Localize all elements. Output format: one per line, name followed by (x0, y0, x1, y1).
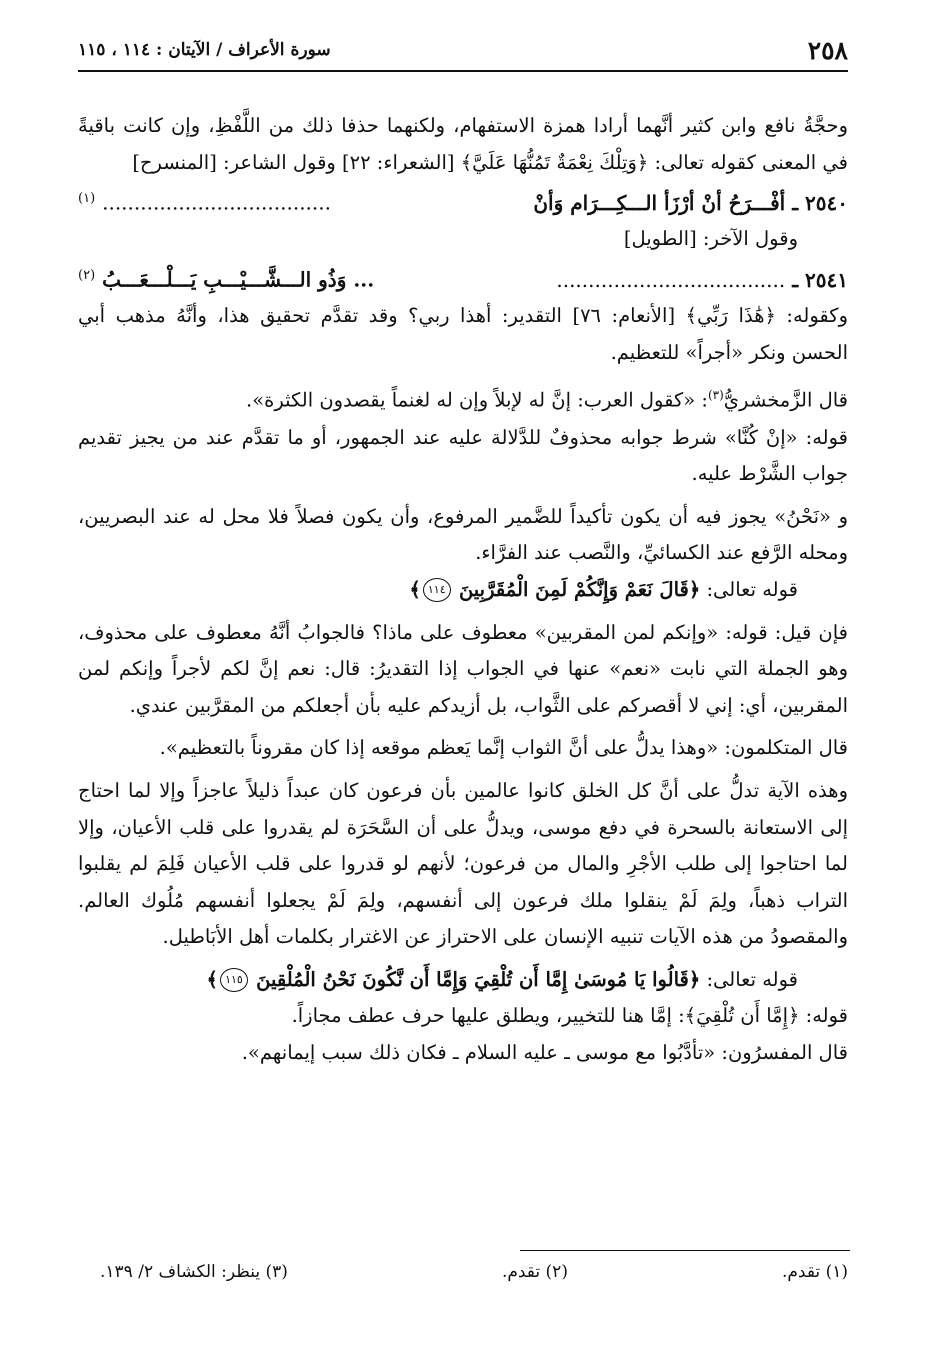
paragraph: قال المفسرُون: «تأدَّبُوا مع موسى ـ عليه السلام ـ فكان ذلك سبب إيمانهم». (241, 1041, 848, 1065)
poetry-verse (78, 181, 848, 221)
paragraph-text: : «كقول العرب: إنَّ له لإبلاً وإن له لغنماً يقصدون الكثرة». (246, 388, 708, 412)
paragraph: و «نَحْنُ» يجوز فيه أن يكون تأكيداً للضَّمير المرفوع، وأن يكون فصلاً فلا محل له عند البصريين، ومحله الرَّفع عند الكسائيِّ، والنَّصب عند الفرَّاء. (78, 504, 848, 565)
paragraph-text: قال الزَّمخشريُّ (723, 388, 848, 412)
footnote-ref: (٢) (78, 268, 96, 284)
quran-text: ﴿قَالُوا يَا مُوسَىٰ إِمَّا أَن تُلْقِيَ وَإِمَّا أَن نَّكُونَ نَحْنُ الْمُلْقِينَ (256, 967, 701, 991)
paragraph: وكقوله: ﴿هَٰذَا رَبِّي﴾ [الأنعام: ٧٦] التقدير: أهذا ربي؟ وقد تقدَّم تحقيق هذا، وأنَّهُ مذهب أبي الحسن ونكر «أجراً» للتعظيم. (78, 304, 848, 364)
footnotes (100, 1262, 848, 1282)
verse-number-badge: ١١٤ (423, 578, 451, 602)
paragraph: قوله: «إنْ كُنَّا» شرط جوابه محذوفٌ للدَّلالة عليه عند الجمهور، أو ما تقدَّم عند من يجيز تقديم جواب الشَّرْط عليه. (78, 425, 848, 486)
paragraph: قال المتكلمون: «وهذا يدلُّ على أنَّ الثواب إنَّما يَعظم موقعه إذا كان مقروناً بالتعظيم». (159, 736, 848, 760)
quran-verse (78, 572, 848, 609)
page-body (78, 108, 848, 1072)
quran-bracket: ﴾ (206, 967, 218, 991)
verse-number: ٢٥٤٠ ـ (792, 190, 848, 215)
verse-text: أفْـــرَحُ أنْ أرْزَأ الـــكِـــرَام وَأنْ (533, 190, 786, 215)
quran-bracket: ﴾ (409, 577, 421, 601)
verse-dots: .................................... (102, 190, 331, 215)
paragraph: فإن قيل: قوله: «وإنكم لمن المقربين» معطوف على ماذا؟ فالجوابُ أنَّهُ معطوف على محذوف، وهو الجملة التي نابت «نعم» عنها في الجواب إذا التقديرُ: قال: نعم إنَّ لكم لأجراً وإنكم لمن المقربين، أي: إني لا أقصركم على الثَّواب، بل أزيدكم عليه بأن أجعلكم من المقرَّبين عندي. (78, 620, 848, 717)
page-header (78, 30, 848, 72)
poetry-verse (78, 258, 848, 298)
footnote-2: (٢) تقدم. (501, 1262, 568, 1282)
quran-text: ﴿قَالَ نَعَمْ وَإِنَّكُمْ لَمِنَ الْمُقَرَّبِينَ (458, 577, 701, 601)
paragraph: وهذه الآية تدلُّ على أنَّ كل الخلق كانوا عالمين بأن فرعون كان عبداً ذليلاً عاجزاً وإلا لما احتاج إلى الاستعانة بالسحرة في دفع موسى، ويدلُّ على أن السَّحَرَة لم يقدروا على قلب الأعيان، وإلا لما احتاجوا إلى طلب الأجْرِ والمال من فرعون؛ لأنهم لو قدروا على قلب الأعيان فَلِمَ لم يقلبوا التراب ذهباً، ولِمَ لَمْ ينقلوا ملك فرعون إلى أنفسهم، ولِمَ لَمْ يجعلوا أنفسهم مُلُوك العالم. والمقصودُ من هذه الآيات تنبيه الإنسان على الاحتراز عن الاغترار بكلمات أهل الأبَاطيل. (78, 778, 848, 949)
verse-text: ... وَذُو الـــشَّـــيْـــبِ يَـــلْـــعَـــبُ (102, 267, 375, 292)
quran-verse (78, 962, 848, 999)
verse-number: ٢٥٤١ ـ (792, 267, 848, 292)
running-title: سورة الأعراف / الآيتان : ١١٤ ، ١١٥ (78, 40, 331, 60)
verse-dots: .................................... (556, 267, 786, 292)
footnote-3: (٣) ينظر: الكشاف ٢/ ١٣٩. (100, 1262, 288, 1282)
paragraph (78, 377, 848, 419)
paragraph: وحجَّةُ نافع وابن كثير أنَّهما أرادا همزة الاستفهام، ولكنهما حذفا ذلك من اللَّفْظِ، وإن كانت باقيةً في المعنى كقوله تعالى: ﴿وَتِلْكَ نِعْمَةٌ تَمُنُّهَا عَلَيَّ﴾ [الشعراء: ٢٢] وقول الشاعر: [المنسرح] (78, 114, 848, 174)
paragraph: قوله: ﴿إِمَّا أَن تُلْقِيَ﴾: إمَّا هنا للتخيير، ويطلق عليها حرف عطف مجازاً. (291, 1004, 848, 1028)
footnote-divider (520, 1250, 850, 1251)
quran-intro: قوله تعالى: (706, 577, 798, 601)
paragraph: وقول الآخر: [الطويل] (623, 227, 798, 251)
footnote-ref: (٣) (707, 388, 724, 403)
quran-intro: قوله تعالى: (706, 967, 798, 991)
verse-number-badge: ١١٥ (220, 968, 248, 992)
page-number: ٢٥٨ (807, 35, 848, 65)
footnote-ref: (١) (78, 191, 96, 207)
footnote-1: (١) تقدم. (781, 1262, 848, 1282)
